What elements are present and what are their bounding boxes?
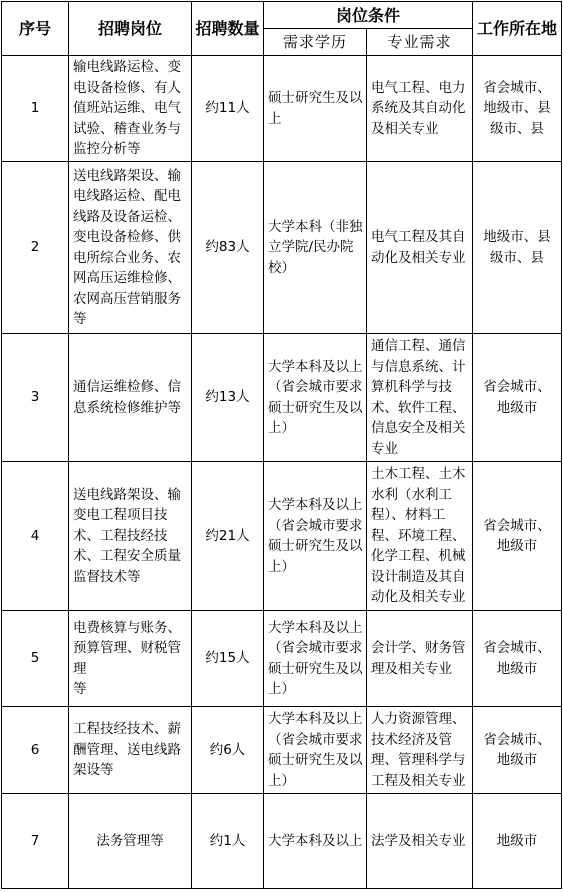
education-line: 大学本科及以上 xyxy=(268,619,363,636)
position-line: 电所综合业务、农 xyxy=(73,249,181,266)
major-line: 术、软件工程、 xyxy=(371,399,466,416)
education-line: 校） xyxy=(268,259,295,276)
location-line: 地级市 xyxy=(496,832,538,849)
major-line: 法学及相关专业 xyxy=(371,832,466,849)
position-line: 监督技术等 xyxy=(73,568,141,585)
education-line: 硕士研究生及以 xyxy=(268,399,363,416)
education-line: 硕士研究生及以 xyxy=(268,752,363,768)
major-line: 设计制造及其自 xyxy=(371,568,466,585)
education-line: 硕士研究生及以 xyxy=(268,538,363,554)
major-line: 系统及其自动化 xyxy=(371,100,466,117)
cell-location xyxy=(473,794,562,889)
position-line: 变电工程项目技 xyxy=(73,507,168,524)
major-line: 动化及相关专业 xyxy=(371,589,466,606)
position-line: 值班站运维、电气 xyxy=(73,100,181,117)
cell-education xyxy=(264,162,367,334)
location-line: 省会城市、 xyxy=(483,379,551,395)
location-line: 级市、县 xyxy=(490,120,545,137)
header-count: 招聘数量 xyxy=(192,2,264,56)
major-line: 水利（水利工 xyxy=(371,486,452,503)
location-line: 省会城市、 xyxy=(483,79,551,96)
major-line: 程、环境工程、 xyxy=(371,527,466,544)
location-line: 地级市 xyxy=(496,399,538,416)
cell-location xyxy=(473,707,562,794)
education-line: 上） xyxy=(268,772,295,789)
education-line: 上） xyxy=(268,420,295,436)
header-major: 专业需求 xyxy=(367,29,473,56)
position-line: 术、工程技经技 xyxy=(73,527,168,544)
location-line: 省会城市、 xyxy=(483,640,551,656)
major-line: 通信工程、通信 xyxy=(371,338,466,354)
cell-count: 约21人 xyxy=(192,462,264,611)
cell-education xyxy=(264,334,367,462)
cell-count: 约1人 xyxy=(192,794,264,889)
cell-position xyxy=(69,462,192,611)
header-seq: 序号 xyxy=(2,2,69,56)
position-line: 通信运维检修、信 xyxy=(73,379,181,395)
position-line: 酬管理、送电线路 xyxy=(73,741,181,758)
cell-count: 约11人 xyxy=(192,56,264,162)
cell-major xyxy=(367,707,473,794)
position-line: 送电线路架设、输 xyxy=(73,167,181,184)
cell-seq: 2 xyxy=(2,162,69,334)
position-line: 变电设备检修、供 xyxy=(73,229,181,245)
cell-education xyxy=(264,707,367,794)
location-line: 地级市、县 xyxy=(483,229,551,245)
header-location-line: 工作所在地 xyxy=(477,19,558,38)
cell-seq: 6 xyxy=(2,707,69,794)
cell-seq: 7 xyxy=(2,794,69,889)
cell-education xyxy=(264,794,367,889)
position-line: 架设等 xyxy=(73,762,114,779)
table-body xyxy=(2,56,562,889)
position-line: 网高压运维检修、 xyxy=(73,270,181,286)
education-line: 大学本科及以上 xyxy=(268,711,363,727)
education-line: 大学本科及以上 xyxy=(268,497,363,513)
header-education: 需求学历 xyxy=(264,29,367,56)
cell-education xyxy=(264,56,367,162)
major-line: 理、管理科学与 xyxy=(371,752,466,768)
cell-seq: 4 xyxy=(2,462,69,611)
position-line: 试验、稽查业务与 xyxy=(73,120,181,137)
position-line: 术、工程安全质量 xyxy=(73,548,181,565)
position-line: 息系统检修维护等 xyxy=(73,399,181,416)
table-row xyxy=(2,462,562,611)
cell-location xyxy=(473,162,562,334)
major-line: 专业 xyxy=(371,440,398,457)
position-line: 工程技经技术、薪 xyxy=(73,721,181,738)
table-row xyxy=(2,162,562,334)
table-row xyxy=(2,611,562,707)
cell-education xyxy=(264,611,367,707)
table-row xyxy=(2,56,562,162)
education-line: （省会城市要求 xyxy=(268,640,363,656)
cell-major xyxy=(367,462,473,611)
cell-position xyxy=(69,56,192,162)
table-row xyxy=(2,334,562,462)
location-line: 地级市 xyxy=(496,660,538,677)
position-line: 输电线路运检、变 xyxy=(73,59,181,76)
position-line: 法务管理等 xyxy=(96,832,164,849)
education-line: 立学院/民办院 xyxy=(268,239,354,256)
education-line: 硕士研究生及以 xyxy=(268,90,363,106)
major-line: 工程及相关专业 xyxy=(371,772,466,789)
position-line: 预算管理、财税管理 xyxy=(73,640,181,677)
education-line: 硕士研究生及以 xyxy=(268,660,363,677)
major-line: 与信息系统、计 xyxy=(371,358,466,375)
cell-location xyxy=(473,462,562,611)
location-line: 地级市 xyxy=(496,538,538,554)
major-line: 电气工程及其自 xyxy=(371,229,466,245)
position-line: 电设备检修、有人 xyxy=(73,79,181,96)
position-line: 等 xyxy=(73,311,87,327)
position-line: 等 xyxy=(73,681,87,697)
cell-education xyxy=(264,462,367,611)
cell-seq: 5 xyxy=(2,611,69,707)
cell-count: 约15人 xyxy=(192,611,264,707)
major-line: 人力资源管理、 xyxy=(371,711,466,727)
cell-location xyxy=(473,611,562,707)
cell-major xyxy=(367,611,473,707)
education-line: 上） xyxy=(268,681,295,697)
cell-position xyxy=(69,162,192,334)
cell-major xyxy=(367,162,473,334)
recruitment-table xyxy=(1,1,562,889)
major-line: 会计学、财务管 xyxy=(371,640,466,656)
table-row xyxy=(2,707,562,794)
major-line: 程）、材料工 xyxy=(371,507,446,524)
header-location xyxy=(473,2,562,56)
cell-position xyxy=(69,334,192,462)
cell-location xyxy=(473,56,562,162)
position-line: 监控分析等 xyxy=(73,141,141,158)
major-line: 化学工程、机械 xyxy=(371,548,466,565)
position-line: 电费核算与账务、 xyxy=(73,619,181,636)
position-line: 农网高压营销服务 xyxy=(73,290,181,307)
table-row xyxy=(2,794,562,889)
position-line: 电线路运检、配电 xyxy=(73,188,181,204)
major-line: 电气工程、电力 xyxy=(371,79,466,96)
cell-seq: 3 xyxy=(2,334,69,462)
cell-count: 约13人 xyxy=(192,334,264,462)
cell-position xyxy=(69,707,192,794)
major-line: 算机科学与技 xyxy=(371,379,452,395)
education-line: （省会城市要求 xyxy=(268,731,363,748)
education-line: 上） xyxy=(268,558,295,575)
major-line: 理及相关专业 xyxy=(371,660,452,677)
header-conditions: 岗位条件 xyxy=(264,2,473,29)
cell-location xyxy=(473,334,562,462)
location-line: 省会城市、 xyxy=(483,517,551,534)
major-line: 动化及相关专业 xyxy=(371,249,466,266)
position-line: 线路及设备运检、 xyxy=(73,208,181,225)
cell-seq: 1 xyxy=(2,56,69,162)
cell-major xyxy=(367,56,473,162)
location-line: 地级市 xyxy=(496,752,538,768)
education-line: 上 xyxy=(268,110,282,127)
location-line: 级市、县 xyxy=(490,249,545,266)
location-line: 省会城市、 xyxy=(483,731,551,748)
position-line: 送电线路架设、输 xyxy=(73,486,181,503)
education-line: 大学本科及以上 xyxy=(268,832,363,849)
header-position: 招聘岗位 xyxy=(69,2,192,56)
location-line: 地级市、县 xyxy=(483,100,551,117)
major-line: 及相关专业 xyxy=(371,120,439,137)
cell-position xyxy=(69,611,192,707)
major-line: 信息安全及相关 xyxy=(371,420,466,436)
education-line: （省会城市要求 xyxy=(268,379,363,395)
cell-position xyxy=(69,794,192,889)
education-line: （省会城市要求 xyxy=(268,517,363,534)
cell-major xyxy=(367,794,473,889)
cell-count: 约6人 xyxy=(192,707,264,794)
cell-count: 约83人 xyxy=(192,162,264,334)
education-line: 大学本科（非独 xyxy=(268,218,363,235)
major-line: 技术经济及管 xyxy=(371,731,452,748)
major-line: 土木工程、土木 xyxy=(371,466,466,483)
cell-major xyxy=(367,334,473,462)
education-line: 大学本科及以上 xyxy=(268,358,363,375)
